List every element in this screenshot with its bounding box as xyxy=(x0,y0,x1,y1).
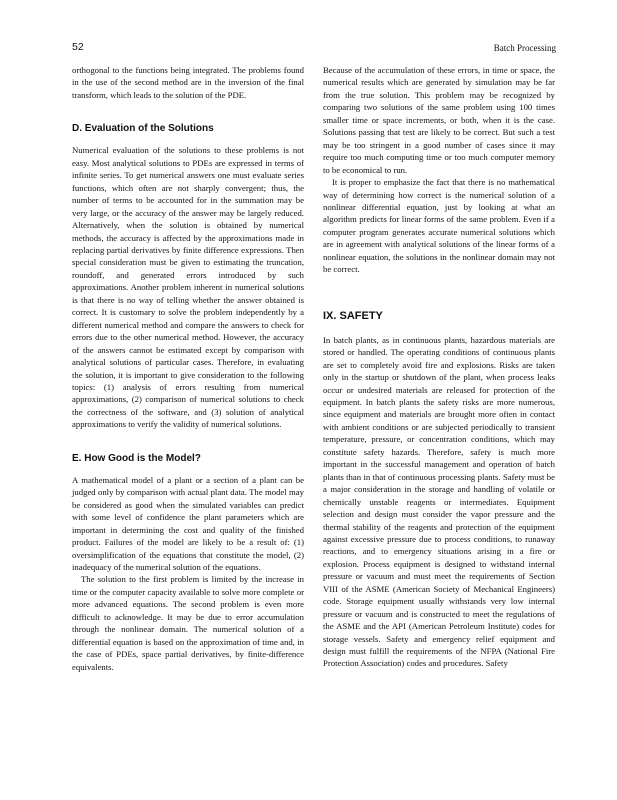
section-heading-model: E. How Good is the Model? xyxy=(72,452,201,464)
paragraph-continuation: orthogonal to the functions being integrated. The problems found in the use of the second method are in the inversion of the final transform, which leads to the solution of the PDE. xyxy=(72,65,304,100)
left-column xyxy=(72,64,304,673)
paragraph-correctness: It is proper to emphasize the fact that there is no mathematical way of determining how correct is the numerical solution of a nonlinear differential equation, just by looking at what an algorithm predicts for linear forms of the same problem. Even if a computer program generates accurate numerical solutions which are in agreement with analytical solutions of the linear forms of a nonlinear equation, the solutions in the nonlinear domain may not be correct. xyxy=(323,177,555,275)
paragraph-model-1: A mathematical model of a plant or a section of a plant can be judged only by comparison with actual plant data. The model may be considered as good when the simulated variables can predict with some level of confidence the plant parameters which are important in determining the cost and quality of the finished product. Failures of the model are likely to be a result of: (1) oversimplification of the equations that constitute the model, (2) inadequacy of the numerical solution of the equations. xyxy=(72,474,304,572)
right-column xyxy=(323,64,555,670)
paragraph-safety: In batch plants, as in continuous plants, hazardous materials are stored or handled. The operating conditions of continuous plants are set to completely avoid fire and explosions. Risks are taken only in the startup or shutdown of the plant, when process leaks occur or undesired materials are released for protection of the equipment. In batch plants the safety risks are more numerous, since equipment and materials are brought more often in contact with ambient conditions or are subjected periodically to transient temperature, pressure, or concentration conditions, which may constitute safety hazards. Therefore, safety is much more important in the successful management and operation of batch plants than in that of continuous processing plants. Safety must be a major consideration in the storage and handling of volatile or chemically unstable reagents or intermediates. Equipment selection and design must consider the vapor pressure and the thermal stability of the reagents and protection of the equipment against excessive pressure due to process conditions, to runaway reactions, and to emergency situations arising in a fire or explosion. Process equipment is designed to withstand internal pressure or vacuum and must meet the requirements of Section VIII of the ASME (American Society of Mechanical Engineers) code. Storage equipment usually withstands very low internal pressure or vacuum and is constructed to meet the regulations of the ASME and the API (American Petroleum Institute) codes for storage vessels. Safety and emergency relief equipment and design must fulfill the requirements of the NFPA (National Fire Protection Association) codes and procedures. Safety xyxy=(323,334,555,669)
paragraph-evaluation: Numerical evaluation of the solutions to these problems is not easy. Most analytical solutions to PDEs are expressed in terms of infinite series. To get numerical answers one must evaluate series functions, which often are not sharply convergent; thus, the number of terms to be accounted for in the summation may be very large, or the accuracy of the answer may be largely reduced. Alternatively, when the solution is obtained by numerical methods, the accuracy is affected by the approximations made in replacing partial derivatives by finite difference expressions. Then special consideration must be given to estimating the truncation, roundoff, and generated errors introduced by such approximations. Another problem inherent in numerical solutions is that there is no way of telling whether the answer obtained is correct. It is customary to solve the problem independently by a different numerical method and compare the answers to check for errors due to the other numerical method. However, the accuracy of the answers cannot be estimated except by comparison with analytical solutions of particular cases. Therefore, in evaluating the solution, it is important to give consideration to the following topics: (1) analysis of errors resulting from numerical approximations, (2) comparison of numerical solutions to check the correctness of the software, and (3) solution of analytical approximations to verify the validity of numerical solutions. xyxy=(72,145,304,430)
paragraph-model-2: The solution to the first problem is limited by the increase in time or the computer capacity available to solve more complete or more advanced equations. The second problem is even more difficult to acknowledge. It may be due to error accumulation through the nonlinear domain. The numerical solution of a differential equation is based on the approximation of time and, in the case of PDEs, space partial derivatives, by finite-difference equivalents. xyxy=(72,574,304,672)
running-title: Batch Processing xyxy=(493,43,556,53)
paragraph-error-accumulation: Because of the accumulation of these errors, in time or space, the numerical results which are generated by simulation may be far from the true solution. This problem may be recognized by comparing two solutions of the same problem using 100 times smaller time or space increments, or both, when it is the case. Solutions passing that test are likely to be correct. But such a test may be too stringent in a good number of cases since it may require too much computing time or too much computer memory to be economical to run. xyxy=(323,65,555,175)
section-heading-evaluation: D. Evaluation of the Solutions xyxy=(72,123,214,135)
page-number: 52 xyxy=(72,41,84,53)
section-heading-safety: IX. SAFETY xyxy=(323,309,383,322)
